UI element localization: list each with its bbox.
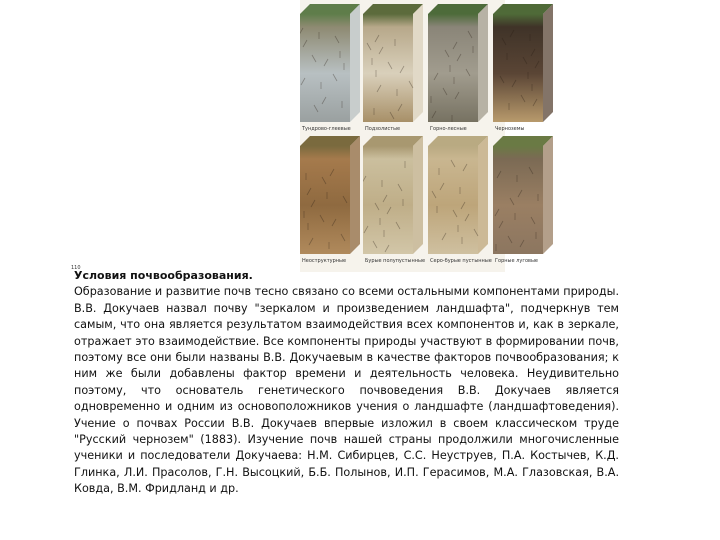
soil-profile-caption: Подзолистые xyxy=(365,126,401,132)
soil-profile-caption: Черноземы xyxy=(495,126,525,132)
soil-profile-caption: Неоструктурные xyxy=(302,258,347,264)
text-block xyxy=(74,268,619,498)
soil-profile-caption: Горные луговые xyxy=(495,258,538,264)
soil-profile-caption: Серо-бурые пустынные xyxy=(430,258,492,264)
soil-profile-block xyxy=(493,136,555,256)
figure-page-number: 110 xyxy=(71,265,81,271)
section-heading: Условия почвообразования. xyxy=(74,269,253,282)
soil-profiles-figure xyxy=(300,0,538,272)
soil-profile-caption: Тундрово-глеевые xyxy=(302,126,351,132)
soil-profile-block xyxy=(300,4,362,124)
soil-profile-block xyxy=(363,136,425,256)
soil-profile-caption: Горно-лесные xyxy=(430,126,467,132)
soil-profile-block xyxy=(428,4,490,124)
soil-profile-block xyxy=(493,4,555,124)
soil-profile-block xyxy=(300,136,362,256)
soil-profile-caption: Бурые полупустынные xyxy=(365,258,426,264)
body-paragraph: Образование и развитие почв тесно связано со всеми остальными компонентами природы. В.В. Докучаев назвал почву "зеркалом и произведением ландшафта", подчеркнув тем самым, что она является результатом взаимодействия всех компонентов и, как в зеркале, отражает это взаимодействие. Все компоненты природы участвуют в формировании почв, поэтому все они были названы В.В. Докучаевым в качестве факторов почвообразования; к ним же были добавлены фактор времени и деятельность человека. Неудивительно поэтому, что основатель генетического почвоведения В.В. Докучаев является одновременно и одним из основоположников учения о ландшафте (ландшафтоведения). Учение о почвах России В.В. Докучаев впервые изложил в своем классическом труде "Русский чернозем" (1883). Изучение почв нашей страны продолжили многочисленные ученики и последователи Докучаева: Н.М. Сибирцев, С.С. Неуструев, П.А. Костычев, К.Д. Глинка, Л.И. Прасолов, Г.Н. Высоцкий, Б.Б. Полынов, И.П. Герасимов, М.А. Глазовская, В.А. Ковда, В.М. Фридланд и др. xyxy=(74,285,620,496)
soil-profile-block xyxy=(363,4,425,124)
soil-profile-block xyxy=(428,136,490,256)
